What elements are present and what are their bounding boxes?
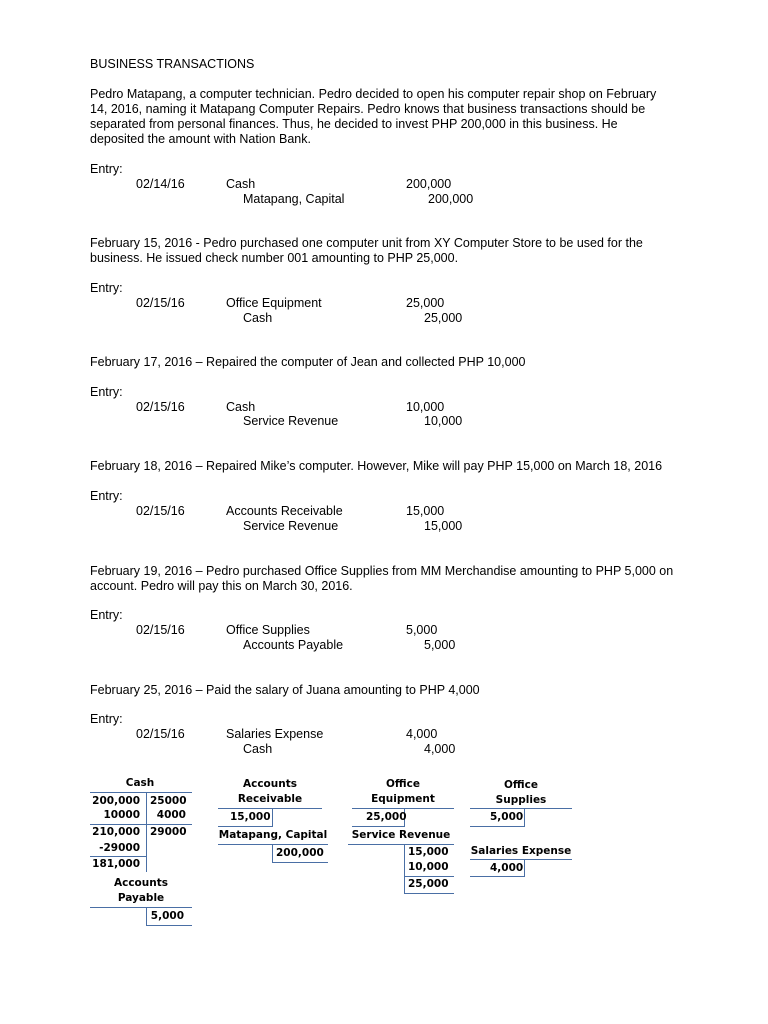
total-rule xyxy=(404,893,454,894)
t-account-title: Supplies xyxy=(495,794,547,806)
credit-account: Cash xyxy=(243,311,273,325)
total-rule xyxy=(146,925,192,926)
paragraph-line: February 18, 2016 – Repaired Mike’s computer. However, Mike will pay PHP 15,000 on March 18, 2016 xyxy=(90,459,663,473)
t-account-title: Matapang, Capital xyxy=(218,829,328,841)
t-account-title: Accounts xyxy=(113,877,168,889)
debit-amount: 4,000 xyxy=(406,727,438,741)
entry-date: 02/15/16 xyxy=(136,400,185,414)
debit-account: Office Supplies xyxy=(226,623,310,637)
t-account-rule xyxy=(352,808,454,809)
entry-date: 02/15/16 xyxy=(136,623,185,637)
t-account-rule xyxy=(90,907,192,908)
debit-entry: -29000 xyxy=(99,842,140,854)
entry-label: Entry: xyxy=(90,489,123,503)
paragraph-line: February 25, 2016 – Paid the salary of Juana amounting to PHP 4,000 xyxy=(90,683,480,697)
debit-account: Salaries Expense xyxy=(226,727,324,741)
paragraph-line: Pedro Matapang, a computer technician. Pedro decided to open his computer repair shop on February xyxy=(90,87,657,101)
t-account-title: Cash xyxy=(125,777,155,789)
debit-account: Cash xyxy=(226,400,256,414)
total-rule xyxy=(352,826,404,827)
total-rule xyxy=(218,826,272,827)
paragraph-line: February 19, 2016 – Pedro purchased Office Supplies from MM Merchandise amounting to PHP 5,000 on xyxy=(90,564,674,578)
debit-balance: 181,000 xyxy=(92,858,140,870)
debit-amount: 200,000 xyxy=(406,177,452,191)
paragraph-line: February 15, 2016 - Pedro purchased one computer unit from XY Computer Store to be used for the xyxy=(90,236,643,250)
total-rule xyxy=(470,876,524,877)
credit-amount: 4,000 xyxy=(424,742,456,756)
credit-entry: 4000 xyxy=(156,809,186,821)
credit-entry: 29000 xyxy=(150,826,187,838)
paragraph-line: business. He issued check number 001 amounting to PHP 25,000. xyxy=(90,251,459,265)
transaction-description xyxy=(90,236,690,266)
credit-amount: 5,000 xyxy=(424,638,456,652)
t-account-title: Equipment xyxy=(371,793,435,805)
paragraph-line: deposited the amount with Nation Bank. xyxy=(90,132,311,146)
paragraph-line: account. Pedro will pay this on March 30, 2016. xyxy=(90,579,353,593)
t-account-title: Office xyxy=(504,779,538,791)
t-account-divider xyxy=(404,844,405,894)
debit-entry: 210,000 xyxy=(92,826,140,838)
credit-amount: 15,000 xyxy=(424,519,463,533)
debit-entry: 5,000 xyxy=(490,811,524,823)
transaction-description xyxy=(90,459,690,474)
credit-amount: 25,000 xyxy=(424,311,463,325)
transaction-description xyxy=(90,683,690,698)
entry-date: 02/14/16 xyxy=(136,177,185,191)
debit-entry: 25,000 xyxy=(366,811,407,823)
paragraph-line: February 17, 2016 – Repaired the computer of Jean and collected PHP 10,000 xyxy=(90,355,526,369)
t-account-title: Salaries Expense xyxy=(470,845,572,857)
debit-account: Cash xyxy=(226,177,256,191)
total-rule xyxy=(470,826,524,827)
paragraph-line: 14, 2016, naming it Matapang Computer Repairs. Pedro knows that business transactions should be xyxy=(90,102,646,116)
transaction-description xyxy=(90,564,690,594)
transaction-description xyxy=(90,355,690,370)
t-account-title: Office xyxy=(386,778,420,790)
credit-amount: 10,000 xyxy=(424,414,463,428)
debit-account: Accounts Receivable xyxy=(226,504,343,518)
t-account-rule xyxy=(470,859,572,860)
credit-entry: 10,000 xyxy=(408,861,449,873)
credit-entry: 200,000 xyxy=(276,847,324,859)
debit-entry: 15,000 xyxy=(230,811,271,823)
credit-entry: 25000 xyxy=(150,795,187,807)
t-account-divider xyxy=(272,808,273,827)
t-account-title: Service Revenue xyxy=(351,829,451,841)
debit-account: Office Equipment xyxy=(226,296,322,310)
t-account-title: Payable xyxy=(117,892,165,904)
intro-paragraph xyxy=(90,87,690,147)
debit-amount: 25,000 xyxy=(406,296,445,310)
t-account-divider xyxy=(524,808,525,827)
entry-label: Entry: xyxy=(90,162,123,176)
entry-label: Entry: xyxy=(90,712,123,726)
debit-amount: 5,000 xyxy=(406,623,438,637)
credit-entry: 5,000 xyxy=(150,910,184,922)
t-account-rule xyxy=(470,808,572,809)
t-account-rule xyxy=(90,792,192,793)
debit-entry: 200,000 xyxy=(92,795,140,807)
t-account-title: Receivable xyxy=(237,793,303,805)
credit-account: Matapang, Capital xyxy=(243,192,345,206)
entry-date: 02/15/16 xyxy=(136,504,185,518)
debit-amount: 15,000 xyxy=(406,504,445,518)
credit-account: Service Revenue xyxy=(243,414,339,428)
t-account-divider xyxy=(272,844,273,862)
debit-amount: 10,000 xyxy=(406,400,445,414)
page-title: BUSINESS TRANSACTIONS xyxy=(90,57,255,71)
credit-amount: 200,000 xyxy=(428,192,474,206)
credit-balance: 25,000 xyxy=(408,878,449,890)
credit-account: Cash xyxy=(243,742,273,756)
total-rule xyxy=(272,862,328,863)
t-account-divider xyxy=(146,792,147,872)
credit-entry: 15,000 xyxy=(408,846,449,858)
credit-account: Accounts Payable xyxy=(243,638,344,652)
credit-account: Service Revenue xyxy=(243,519,339,533)
t-account-title: Accounts xyxy=(242,778,297,790)
entry-label: Entry: xyxy=(90,385,123,399)
t-account-divider xyxy=(524,859,525,877)
entry-date: 02/15/16 xyxy=(136,727,185,741)
entry-label: Entry: xyxy=(90,281,123,295)
paragraph-line: separated from personal finances. Thus, he decided to invest PHP 200,000 in this business. He xyxy=(90,117,618,131)
t-account-rule xyxy=(218,844,328,845)
t-account-divider xyxy=(146,907,147,926)
entry-label: Entry: xyxy=(90,608,123,622)
debit-entry: 4,000 xyxy=(490,862,524,874)
t-account-rule xyxy=(218,808,322,809)
entry-date: 02/15/16 xyxy=(136,296,185,310)
debit-entry: 10000 xyxy=(103,809,140,821)
